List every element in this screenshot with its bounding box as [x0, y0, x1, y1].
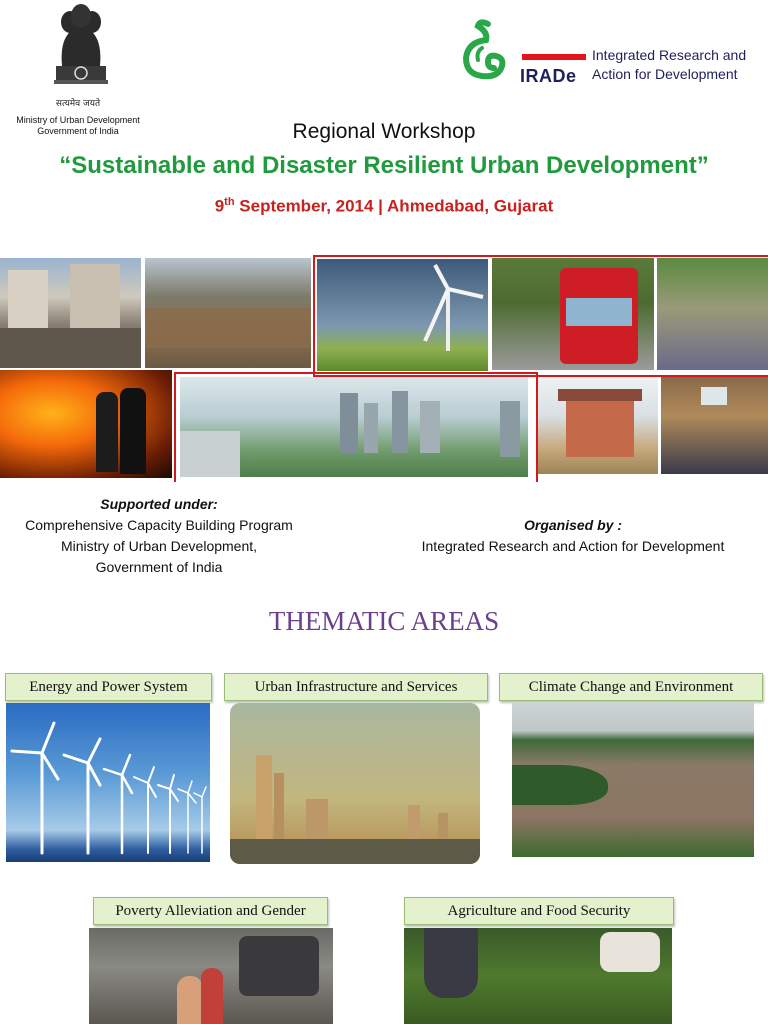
irade-logo [458, 16, 758, 88]
workshop-title: “Sustainable and Disaster Resilient Urban Development” [59, 152, 709, 179]
photo-children-village [89, 928, 333, 1024]
support-program: Comprehensive Capacity Building Program [25, 517, 293, 533]
photo-city-skyline [230, 703, 480, 864]
photo-flooded-city [145, 258, 311, 368]
area-label-agriculture: Agriculture and Food Security [404, 897, 674, 925]
date-venue: 9th September, 2014 | Ahmedabad, Gujarat [214, 196, 554, 216]
photo-green-city [180, 377, 528, 477]
photo-wind-farm [6, 703, 210, 862]
photo-firefighters [0, 370, 172, 478]
wind-turbine-icon [317, 259, 488, 371]
organiser-name: Integrated Research and Action for Development [421, 538, 725, 554]
irade-swirl-icon [458, 18, 526, 84]
photo-wind-turbine [317, 259, 488, 371]
thematic-heading: THEMATIC AREAS [268, 606, 500, 636]
photo-public-toilet [538, 377, 658, 474]
support-block [0, 494, 318, 578]
photo-community-meeting [657, 258, 768, 370]
emblem-motto: सत्यमेव जयते [55, 99, 101, 109]
irade-acronym: IRADe [520, 66, 577, 86]
area-label-energy: Energy and Power System [5, 673, 212, 701]
area-label-poverty: Poverty Alleviation and Gender [93, 897, 328, 925]
support-government: Government of India [95, 559, 223, 575]
area-label-climate: Climate Change and Environment [499, 673, 763, 701]
photo-farm-workers [404, 928, 672, 1024]
support-ministry: Ministry of Urban Development, [60, 538, 258, 554]
photo-city-bus [492, 258, 654, 370]
photo-conference-room [661, 377, 768, 474]
organiser-heading: Organised by : [523, 517, 623, 533]
irade-full-name: Integrated Research and Action for Development [592, 47, 747, 82]
irade-red-bar [522, 54, 586, 60]
organiser-block [388, 515, 758, 557]
photo-collapsed-building [0, 258, 141, 368]
wind-farm-icon [6, 703, 210, 862]
ministry-name: Ministry of Urban Development Government of India [16, 115, 140, 136]
photo-estuary [512, 703, 754, 857]
area-label-infrastructure: Urban Infrastructure and Services [224, 673, 488, 701]
workshop-label: Regional Workshop [292, 120, 476, 143]
support-heading: Supported under: [100, 496, 218, 512]
national-emblem-icon [48, 4, 114, 92]
